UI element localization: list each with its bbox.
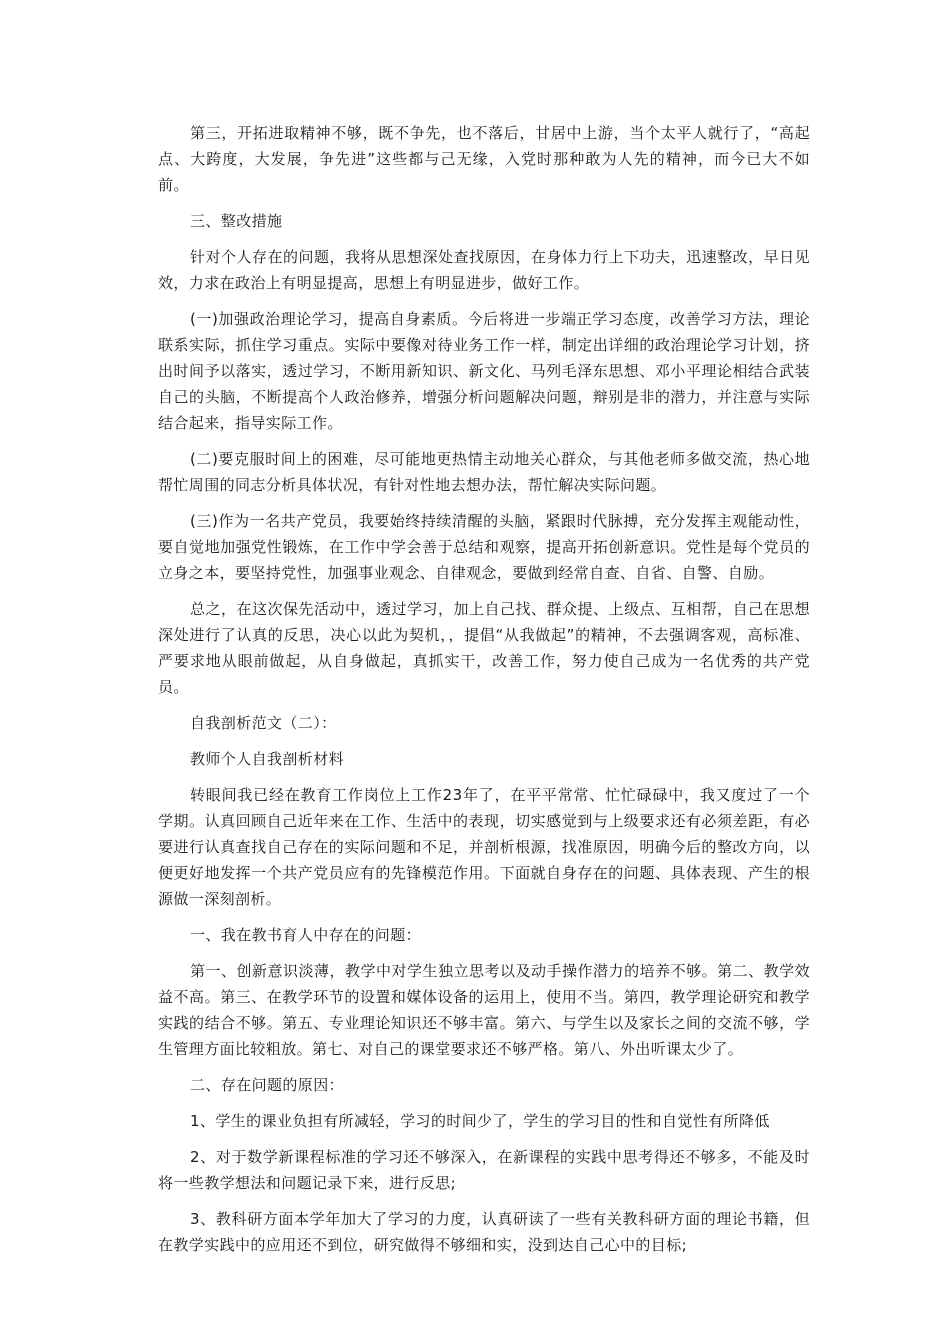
paragraph-problems-list: 第一、创新意识淡薄，教学中对学生独立思考以及动手操作潜力的培养不够。第二、教学效益不高。第三、在教学环节的设置和媒体设备的运用上，使用不当。第四，教学理论研究和教学实践的结合不够。第五、专业理论知识还不够丰富。第六、与学生以及家长之间的交流不够，学生管理方面比较粗放。第七、对自己的课堂要求还不够严格。第八、外出听课太少了。 [158, 962, 810, 1058]
heading-problems: 一、我在教书育人中存在的问题： [190, 926, 422, 944]
paragraph-summary: 总之，在这次保先活动中，透过学习，加上自己找、群众提、上级点、互相帮，自己在思想深处进行了认真的反思，决心以此为契机，，提倡“从我做起”的精神，不去强调客观，高标准、严要求地从眼前做起，从自身做起，真抓实干，改善工作，努力使自己成为一名优秀的共产党员。 [158, 600, 810, 696]
heading-causes: 二、存在问题的原因： [190, 1076, 345, 1094]
document-page [158, 120, 810, 1268]
paragraph-cause-three: 3、教科研方面本学年加大了学习的力度，认真研读了一些有关教科研方面的理论书籍，但在教学实践中的应用还不到位，研究做得不够细和实，没到达自己心中的目标; [158, 1210, 810, 1254]
paragraph-measure-one: (一)加强政治理论学习，提高自身素质。今后将进一步端正学习态度，改善学习方法，理论联系实际，抓住学习重点。实际中要像对待业务工作一样，制定出详细的政治理论学习计划，挤出时间予以落实，透过学习，不断用新知识、新文化、马列毛泽东思想、邓小平理论相结合武装自己的头脑，不断提高个人政治修养，增强分析问题解决问题，辩别是非的潜力，并注意与实际结合起来，指导实际工作。 [158, 310, 810, 432]
paragraph-cause-two: 2、对于数学新课程标准的学习还不够深入，在新课程的实践中思考得还不够多，不能及时将一些教学想法和问题记录下来，进行反思; [158, 1148, 810, 1192]
paragraph-teacher-intro: 转眼间我已经在教育工作岗位上工作23年了，在平平常常、忙忙碌碌中，我又度过了一个学期。认真回顾自己近年来在工作、生活中的表现，切实感觉到与上级要求还有必须差距，有必要进行认真查找自己存在的实际问题和不足，并剖析根源，找准原因，明确今后的整改方向，以便更好地发挥一个共产党员应有的先锋模范作用。下面就自身存在的问题、具体表现、产生的根源做一深刻剖析。 [158, 786, 810, 908]
heading-rectification-measures: 三、整改措施 [190, 212, 283, 230]
paragraph-measure-three: (三)作为一名共产党员，我要始终持续清醒的头脑，紧跟时代脉搏，充分发挥主观能动性，要自觉地加强党性锻炼，在工作中学会善于总结和观察，提高开拓创新意识。党性是每个党员的立身之本，要坚持党性，加强事业观念、自律观念，要做到经常自查、自省、自警、自励。 [158, 512, 810, 582]
heading-teacher-material: 教师个人自我剖析材料 [190, 750, 345, 768]
paragraph-measure-two: (二)要克服时间上的困难，尽可能地更热情主动地关心群众，与其他老师多做交流，热心地帮忙周围的同志分析具体状况，有针对性地去想办法，帮忙解决实际问题。 [158, 450, 810, 494]
paragraph-third-point: 第三，开拓进取精神不够，既不争先，也不落后，甘居中上游，当个太平人就行了，“高起点、大跨度，大发展，争先进”这些都与己无缘，入党时那种敢为人先的精神，而今已大不如前。 [158, 124, 810, 194]
heading-sample-two: 自我剖析范文（二）： [190, 714, 337, 732]
paragraph-cause-one: 1、学生的课业负担有所减轻，学习的时间少了，学生的学习目的性和自觉性有所降低 [190, 1112, 770, 1130]
paragraph-measures-intro: 针对个人存在的问题，我将从思想深处查找原因，在身体力行上下功夫，迅速整改，早日见效，力求在政治上有明显提高，思想上有明显进步，做好工作。 [158, 248, 810, 292]
